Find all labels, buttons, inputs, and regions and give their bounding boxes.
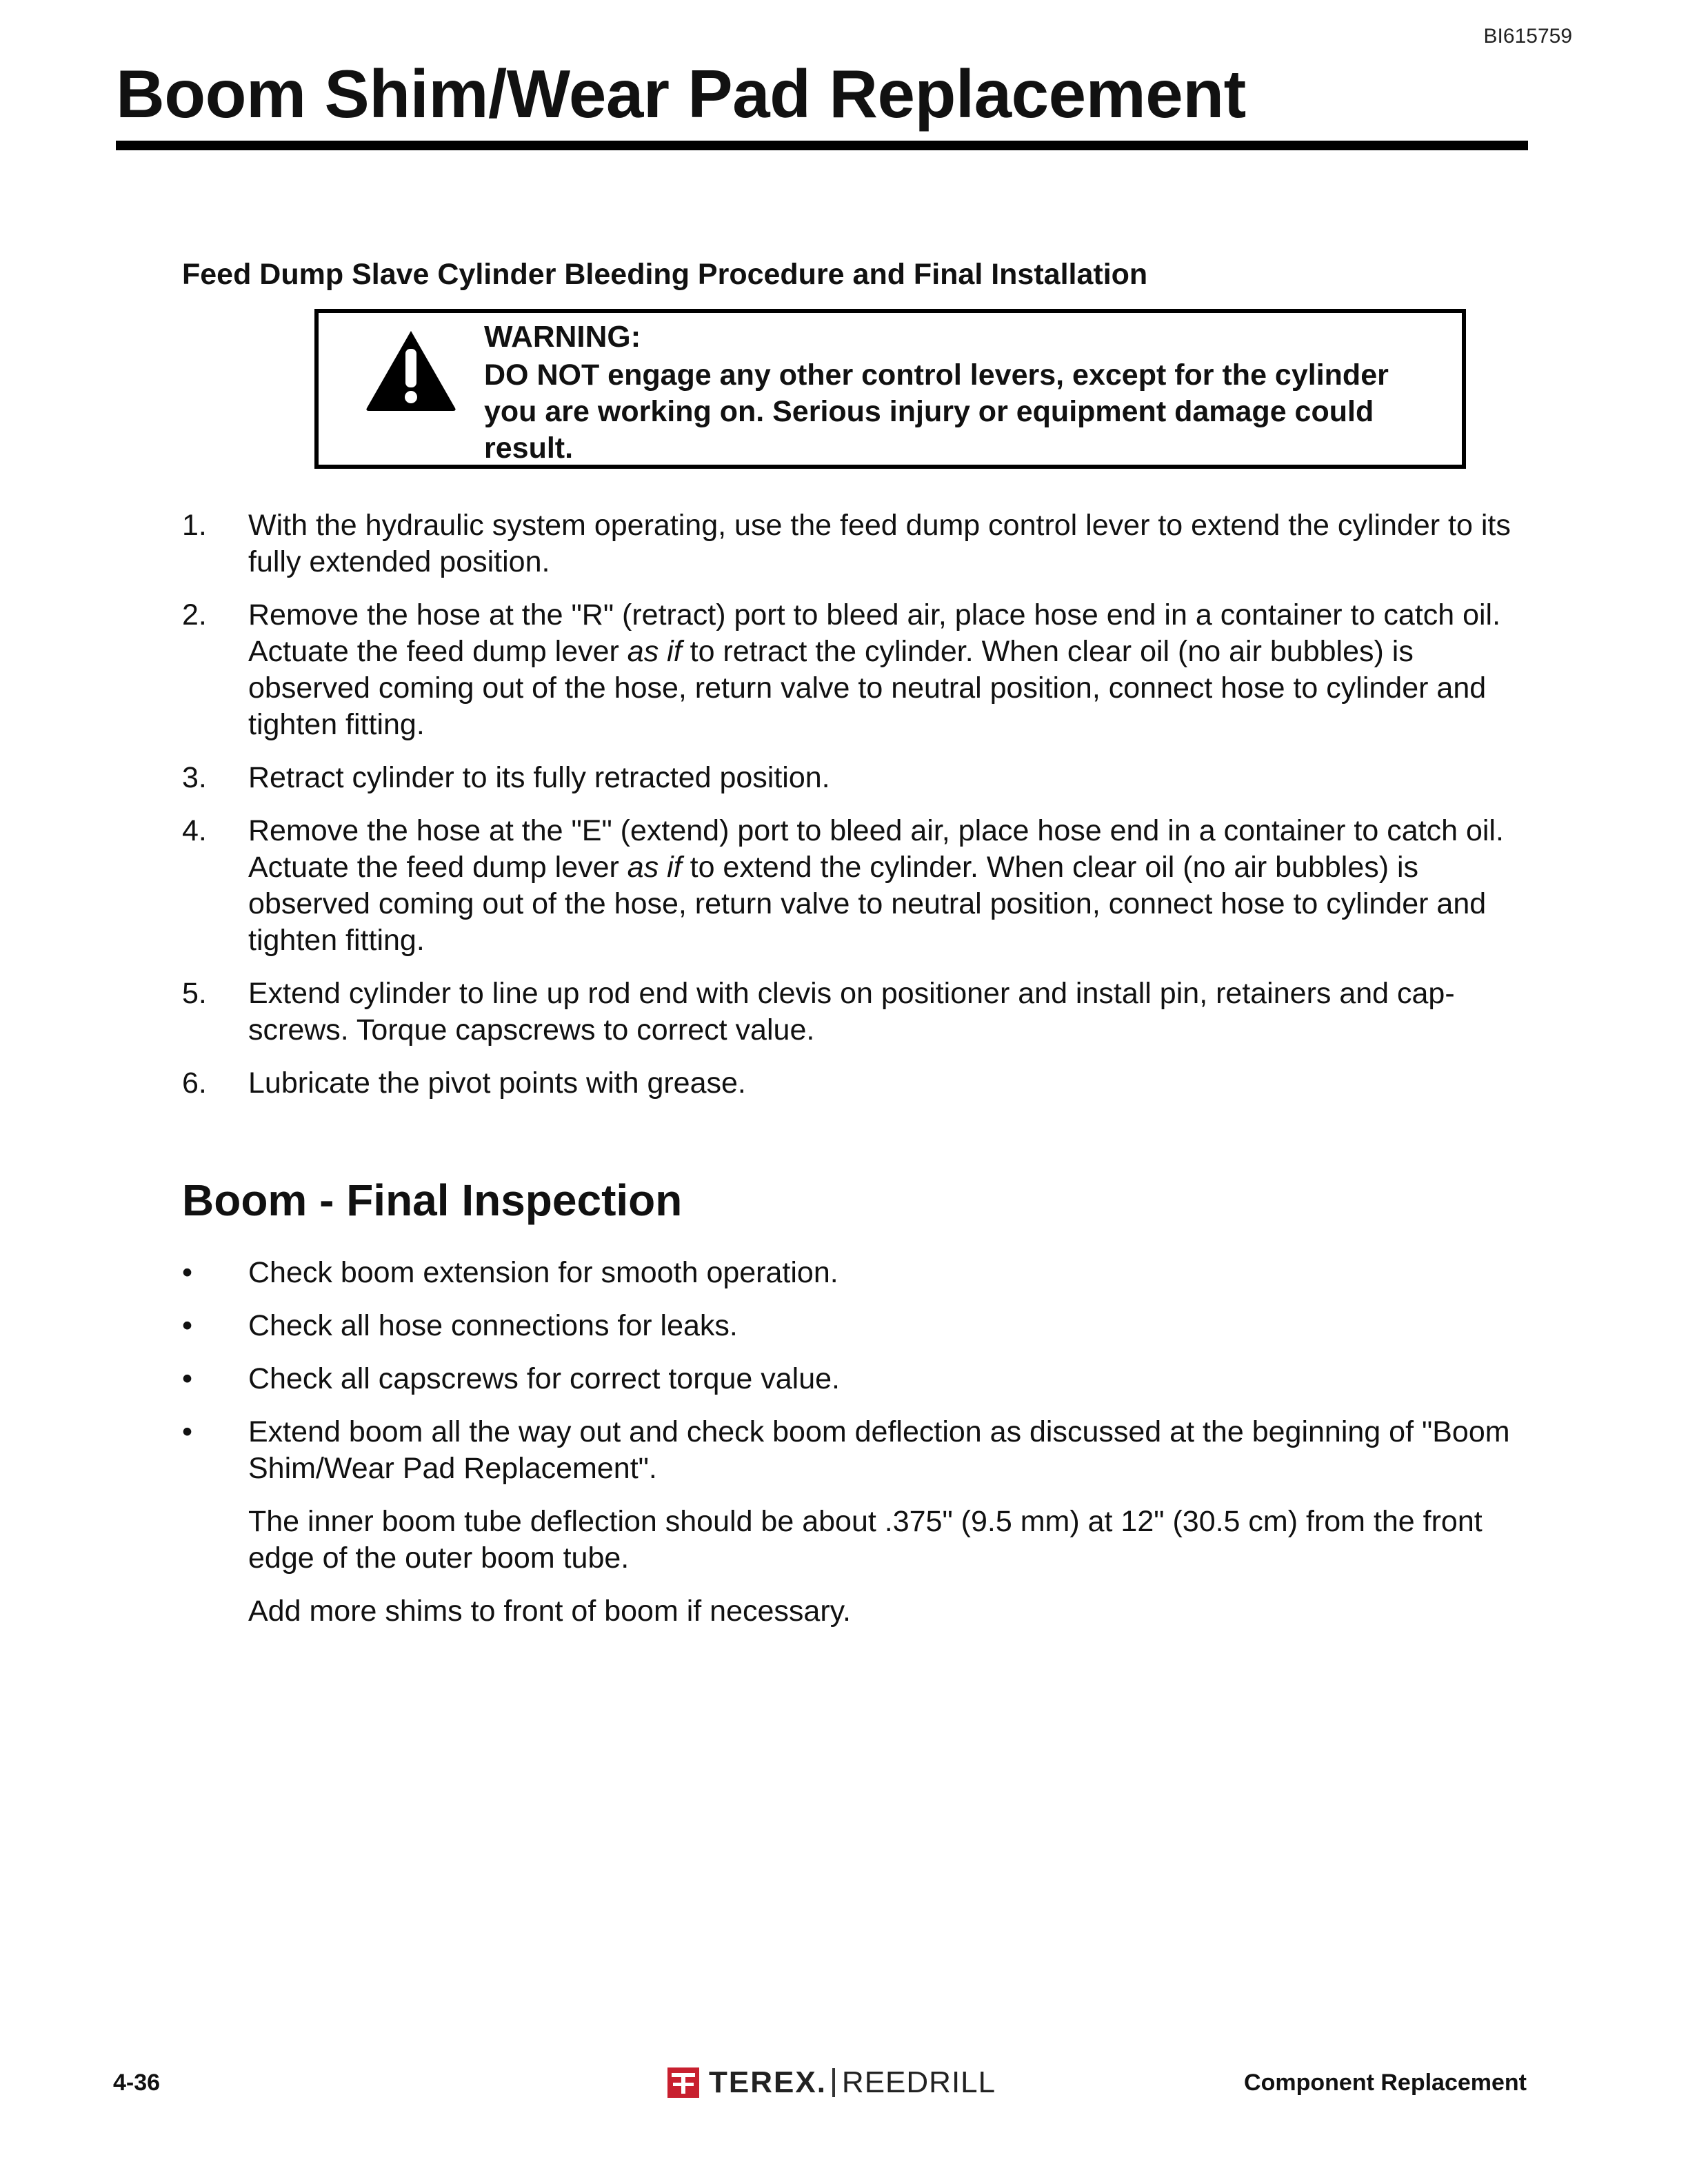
step-emphasis: as if bbox=[627, 851, 682, 884]
step-item bbox=[182, 975, 1534, 1049]
page-title: Boom Shim/Wear Pad Replacement bbox=[116, 56, 1246, 132]
deflection-note: The inner boom tube deflection should be about .375" (9.5 mm) at 12" (30.5 cm) from the front edge of the outer boom tube. bbox=[248, 1505, 1483, 1575]
checklist-text: Check boom extension for smooth operation. bbox=[248, 1256, 838, 1289]
step-item bbox=[182, 813, 1534, 959]
bullet-marker: • bbox=[182, 1362, 193, 1395]
logo-reedrill-text: REEDRILL bbox=[841, 2065, 996, 2099]
procedure-steps bbox=[182, 507, 1534, 1118]
section-heading-inspection: Boom - Final Inspection bbox=[182, 1175, 683, 1225]
checklist-item bbox=[182, 1361, 1534, 1397]
logo-separator bbox=[832, 2068, 835, 2097]
step-number: 1. bbox=[182, 509, 207, 542]
warning-triangle-icon bbox=[364, 328, 458, 412]
logo-terex-text: TEREX. bbox=[709, 2065, 827, 2099]
checklist-item bbox=[182, 1308, 1534, 1344]
inspection-checklist bbox=[182, 1255, 1534, 1646]
step-text-cont: to retract the cylinder. When clear oil (no air bubbles) is observed coming out of the hose, return valve to neutral position, connect hose to cylinder and tighten fitting. bbox=[248, 635, 1487, 741]
step-text: Lubricate the pivot points with grease. bbox=[248, 1066, 746, 1100]
shim-note: Add more shims to front of boom if necessary. bbox=[248, 1595, 851, 1628]
checklist-text: Check all capscrews for correct torque value. bbox=[248, 1362, 840, 1395]
step-text: Retract cylinder to its fully retracted position. bbox=[248, 761, 830, 794]
warning-title: WARNING: bbox=[484, 320, 641, 354]
step-number: 4. bbox=[182, 814, 207, 847]
step-item bbox=[182, 507, 1534, 580]
step-number: 5. bbox=[182, 977, 207, 1010]
step-number: 6. bbox=[182, 1066, 207, 1100]
step-text-cont: to extend the cylinder. When clear oil (no air bubbles) is observed coming out of the hose, return valve to neutral position, connect hose to cylinder and tighten fitting. bbox=[248, 851, 1487, 957]
page-number: 4-36 bbox=[113, 2070, 161, 2096]
step-text: Remove the hose at the "E" (extend) port to bleed air, place hose end in a container to catch oil. Actuate the feed dump lever bbox=[248, 814, 1504, 884]
section-heading-bleeding: Feed Dump Slave Cylinder Bleeding Procedure and Final Installation bbox=[182, 258, 1148, 291]
step-emphasis: as if bbox=[627, 635, 682, 668]
step-item bbox=[182, 1065, 1534, 1102]
step-text: With the hydraulic system operating, use the feed dump control lever to extend the cylinder to its fully extended position. bbox=[248, 509, 1511, 578]
footer-logo bbox=[667, 2065, 996, 2100]
warning-text: DO NOT engage any other control levers, except for the cylinder you are working on. Serious injury or equipment damage could result. bbox=[484, 358, 1389, 465]
footer-section-name: Component Replacement bbox=[1244, 2070, 1527, 2096]
title-divider bbox=[116, 141, 1528, 150]
checklist-item bbox=[182, 1255, 1534, 1291]
bullet-marker: • bbox=[182, 1309, 193, 1342]
bullet-marker: • bbox=[182, 1256, 193, 1289]
checklist-text: Check all hose connections for leaks. bbox=[248, 1309, 738, 1342]
bullet-marker: • bbox=[182, 1415, 193, 1448]
step-item bbox=[182, 760, 1534, 796]
step-item bbox=[182, 597, 1534, 743]
document-id: BI615759 bbox=[1483, 25, 1572, 48]
warning-box bbox=[314, 309, 1466, 469]
checklist-text: Extend boom all the way out and check boom deflection as discussed at the beginning of "Boom Shim/Wear Pad Replacement". bbox=[248, 1415, 1510, 1485]
step-number: 2. bbox=[182, 598, 207, 631]
step-text: Remove the hose at the "R" (retract) port to bleed air, place hose end in a container to catch oil. Actuate the feed dump lever bbox=[248, 598, 1501, 668]
checklist-item bbox=[182, 1414, 1534, 1630]
step-number: 3. bbox=[182, 761, 207, 794]
terex-logo-icon bbox=[667, 2067, 699, 2098]
step-text: Extend cylinder to line up rod end with clevis on positioner and install pin, retainers and cap-screws. Torque capscrews to correct value. bbox=[248, 977, 1455, 1046]
